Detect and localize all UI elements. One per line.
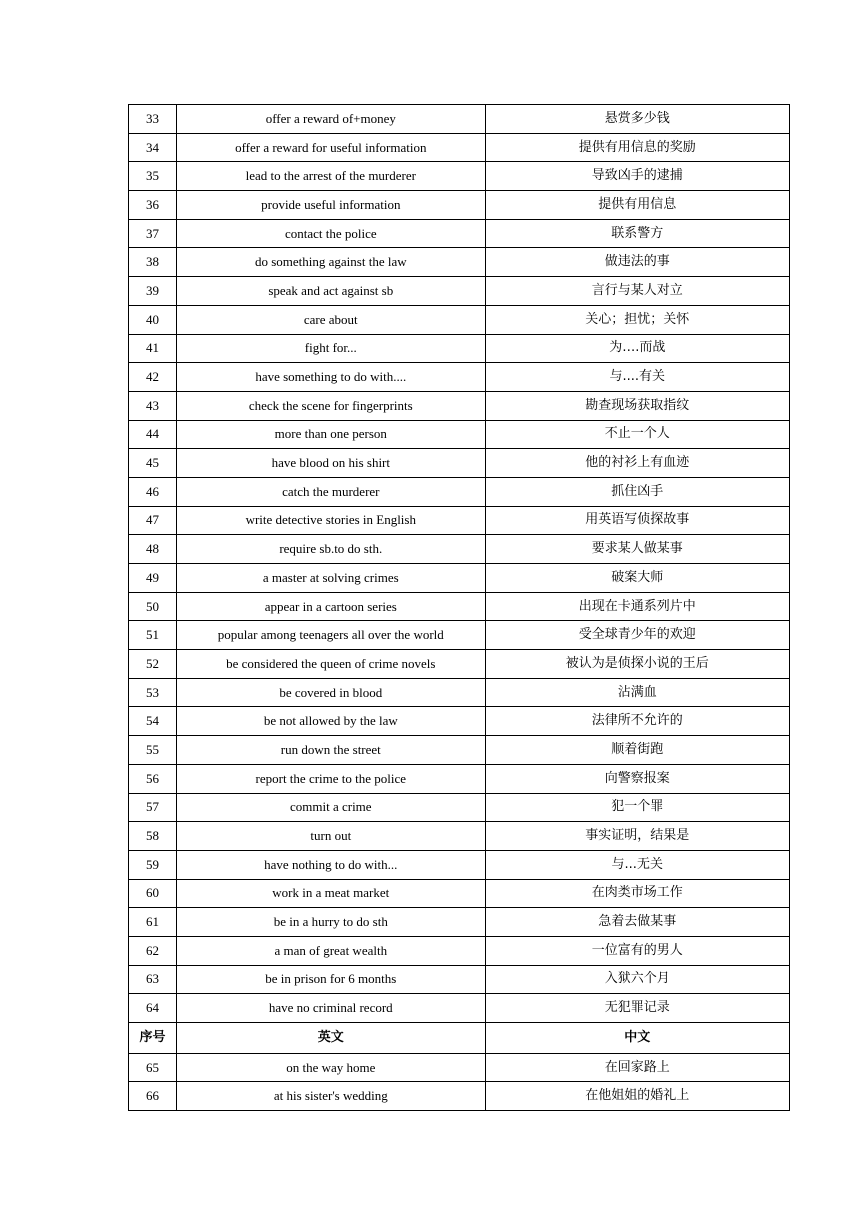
table-row (129, 908, 790, 937)
english-phrase: check the scene for fingerprints (177, 391, 485, 420)
english-phrase: be in prison for 6 months (177, 965, 485, 994)
table-row (129, 506, 790, 535)
chinese-translation: 言行与某人对立 (485, 277, 789, 306)
chinese-translation: 受全球青少年的欢迎 (485, 621, 789, 650)
row-number: 54 (129, 707, 177, 736)
row-number: 60 (129, 879, 177, 908)
english-phrase: fight for... (177, 334, 485, 363)
chinese-translation: 与...无关 (485, 850, 789, 879)
english-phrase: care about (177, 305, 485, 334)
english-phrase: require sb.to do sth. (177, 535, 485, 564)
english-phrase: work in a meat market (177, 879, 485, 908)
row-number: 36 (129, 191, 177, 220)
table-row (129, 1082, 790, 1111)
row-number: 43 (129, 391, 177, 420)
english-phrase: run down the street (177, 736, 485, 765)
table-header-row (129, 1023, 790, 1054)
chinese-translation: 顺着街跑 (485, 736, 789, 765)
english-phrase: appear in a cartoon series (177, 592, 485, 621)
chinese-translation: 沾满血 (485, 678, 789, 707)
chinese-translation: 急着去做某事 (485, 908, 789, 937)
english-phrase: be not allowed by the law (177, 707, 485, 736)
header-chinese-label: 中文 (485, 1023, 789, 1054)
row-number: 40 (129, 305, 177, 334)
table-row (129, 420, 790, 449)
row-number: 50 (129, 592, 177, 621)
english-phrase: do something against the law (177, 248, 485, 277)
table-row (129, 391, 790, 420)
chinese-translation: 提供有用信息 (485, 191, 789, 220)
english-phrase: popular among teenagers all over the world (177, 621, 485, 650)
chinese-translation: 为….而战 (485, 334, 789, 363)
row-number: 58 (129, 822, 177, 851)
chinese-translation: 关心；担忧；关怀 (485, 305, 789, 334)
row-number: 64 (129, 994, 177, 1023)
english-phrase: lead to the arrest of the murderer (177, 162, 485, 191)
chinese-translation: 破案大师 (485, 564, 789, 593)
english-phrase: at his sister's wedding (177, 1082, 485, 1111)
table-row (129, 477, 790, 506)
chinese-translation: 在肉类市场工作 (485, 879, 789, 908)
table-row (129, 277, 790, 306)
row-number: 65 (129, 1053, 177, 1082)
chinese-translation: 导致凶手的逮捕 (485, 162, 789, 191)
chinese-translation: 向警察报案 (485, 764, 789, 793)
row-number: 53 (129, 678, 177, 707)
row-number: 56 (129, 764, 177, 793)
row-number: 47 (129, 506, 177, 535)
english-phrase: be considered the queen of crime novels (177, 650, 485, 679)
chinese-translation: 与....有关 (485, 363, 789, 392)
table-row (129, 793, 790, 822)
english-phrase: contact the police (177, 219, 485, 248)
table-row (129, 879, 790, 908)
row-number: 51 (129, 621, 177, 650)
table-row (129, 535, 790, 564)
row-number: 42 (129, 363, 177, 392)
table-row (129, 191, 790, 220)
english-phrase: be covered in blood (177, 678, 485, 707)
row-number: 61 (129, 908, 177, 937)
chinese-translation: 事实证明，结果是 (485, 822, 789, 851)
table-row (129, 133, 790, 162)
table-row (129, 449, 790, 478)
table-row (129, 678, 790, 707)
english-phrase: on the way home (177, 1053, 485, 1082)
english-phrase: a master at solving crimes (177, 564, 485, 593)
table-row (129, 564, 790, 593)
table-row (129, 105, 790, 134)
english-phrase: turn out (177, 822, 485, 851)
table-row (129, 305, 790, 334)
table-row (129, 936, 790, 965)
table-row (129, 621, 790, 650)
english-phrase: commit a crime (177, 793, 485, 822)
table-row (129, 822, 790, 851)
chinese-translation: 要求某人做某事 (485, 535, 789, 564)
table-row (129, 363, 790, 392)
english-phrase: have nothing to do with... (177, 850, 485, 879)
row-number: 44 (129, 420, 177, 449)
english-phrase: report the crime to the police (177, 764, 485, 793)
chinese-translation: 悬赏多少钱 (485, 105, 789, 134)
table-row (129, 162, 790, 191)
chinese-translation: 在他姐姐的婚礼上 (485, 1082, 789, 1111)
row-number: 45 (129, 449, 177, 478)
row-number: 39 (129, 277, 177, 306)
english-phrase: offer a reward of+money (177, 105, 485, 134)
row-number: 52 (129, 650, 177, 679)
chinese-translation: 不止一个人 (485, 420, 789, 449)
table-row (129, 850, 790, 879)
chinese-translation: 出现在卡通系列片中 (485, 592, 789, 621)
table-row (129, 650, 790, 679)
row-number: 35 (129, 162, 177, 191)
row-number: 55 (129, 736, 177, 765)
chinese-translation: 在回家路上 (485, 1053, 789, 1082)
english-phrase: provide useful information (177, 191, 485, 220)
table-row (129, 1053, 790, 1082)
row-number: 48 (129, 535, 177, 564)
table-row (129, 219, 790, 248)
table-row (129, 994, 790, 1023)
chinese-translation: 用英语写侦探故事 (485, 506, 789, 535)
chinese-translation: 联系警方 (485, 219, 789, 248)
english-phrase: have blood on his shirt (177, 449, 485, 478)
english-phrase: write detective stories in English (177, 506, 485, 535)
header-number-label: 序号 (129, 1023, 177, 1054)
row-number: 38 (129, 248, 177, 277)
chinese-translation: 勘查现场获取指纹 (485, 391, 789, 420)
chinese-translation: 无犯罪记录 (485, 994, 789, 1023)
chinese-translation: 他的衬衫上有血迹 (485, 449, 789, 478)
header-english-label: 英文 (177, 1023, 485, 1054)
table-row (129, 965, 790, 994)
row-number: 41 (129, 334, 177, 363)
english-phrase: a man of great wealth (177, 936, 485, 965)
chinese-translation: 做违法的事 (485, 248, 789, 277)
english-phrase: have something to do with.... (177, 363, 485, 392)
row-number: 37 (129, 219, 177, 248)
chinese-translation: 一位富有的男人 (485, 936, 789, 965)
table-row (129, 592, 790, 621)
row-number: 46 (129, 477, 177, 506)
row-number: 34 (129, 133, 177, 162)
table-row (129, 707, 790, 736)
table-row (129, 248, 790, 277)
english-phrase: catch the murderer (177, 477, 485, 506)
table-row (129, 736, 790, 765)
row-number: 63 (129, 965, 177, 994)
table-row (129, 334, 790, 363)
english-phrase: offer a reward for useful information (177, 133, 485, 162)
english-phrase: have no criminal record (177, 994, 485, 1023)
chinese-translation: 被认为是侦探小说的王后 (485, 650, 789, 679)
vocabulary-table-body (129, 105, 790, 1111)
chinese-translation: 犯一个罪 (485, 793, 789, 822)
english-phrase: be in a hurry to do sth (177, 908, 485, 937)
english-phrase: speak and act against sb (177, 277, 485, 306)
row-number: 62 (129, 936, 177, 965)
row-number: 49 (129, 564, 177, 593)
chinese-translation: 提供有用信息的奖励 (485, 133, 789, 162)
english-phrase: more than one person (177, 420, 485, 449)
table-row (129, 764, 790, 793)
row-number: 66 (129, 1082, 177, 1111)
chinese-translation: 入狱六个月 (485, 965, 789, 994)
vocabulary-table (128, 104, 790, 1111)
row-number: 57 (129, 793, 177, 822)
chinese-translation: 抓住凶手 (485, 477, 789, 506)
row-number: 33 (129, 105, 177, 134)
chinese-translation: 法律所不允许的 (485, 707, 789, 736)
row-number: 59 (129, 850, 177, 879)
